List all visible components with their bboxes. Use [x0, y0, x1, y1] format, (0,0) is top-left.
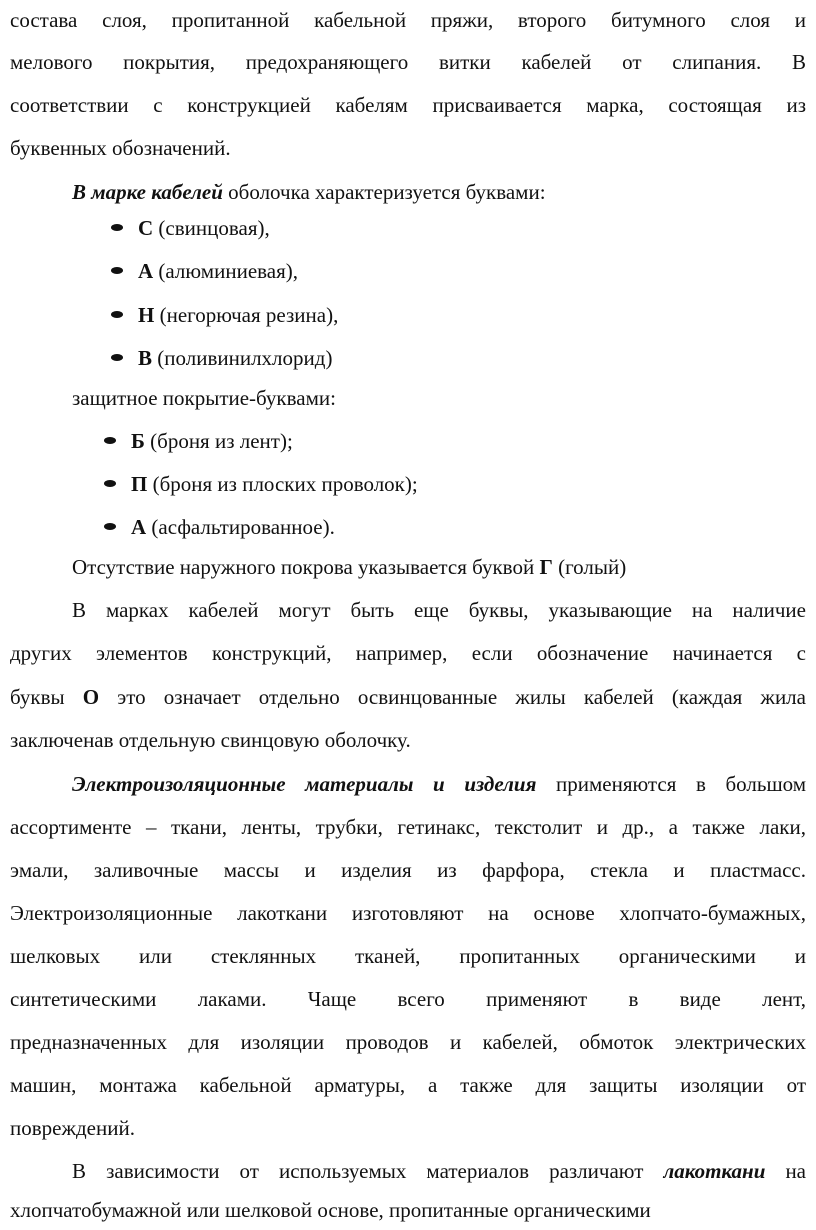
list-item-letter: А	[138, 259, 154, 283]
sheath-heading-rest: оболочка характеризуется буквами:	[222, 180, 546, 204]
text-line: синтетическими лаками. Чаще всего применяют в виде лент,	[10, 987, 806, 1011]
list-item	[131, 421, 293, 461]
text-line: состава слоя, пропитанной кабельной пряжи, второго битумного слоя и	[10, 8, 806, 32]
text-line: мелового покрытия, предохраняющего витки кабелей от слипания. В	[10, 50, 806, 74]
sheath-heading-bold: В марке кабелей	[72, 180, 223, 204]
text-fragment: В зависимости от используемых материалов различают	[72, 1159, 664, 1183]
text-fragment: это означает отдельно освинцованные жилы кабелей (каждая жила	[99, 685, 806, 709]
text-line: заключенав отдельную свинцовую оболочку.	[10, 728, 411, 752]
list-item-desc: (асфальтированное).	[146, 515, 335, 539]
cover-heading: защитное покрытие-буквами:	[72, 386, 336, 410]
list-item-desc: (поливинилхлорид)	[152, 346, 333, 370]
list-item-letter: В	[138, 346, 153, 370]
text-line	[72, 1151, 806, 1191]
bold-letter: О	[82, 685, 100, 709]
term-bold: Электроизоляционные материалы и изделия	[72, 772, 537, 796]
list-item	[131, 507, 335, 547]
text-line: буквенных обозначений.	[10, 136, 231, 160]
bullet-icon	[111, 311, 123, 318]
bullet-icon	[111, 267, 123, 274]
text-line: повреждений.	[10, 1116, 135, 1140]
text-line: предназначенных для изоляции проводов и кабелей, обмоток электрических	[10, 1030, 806, 1054]
list-item-desc: (свинцовая),	[153, 216, 270, 240]
bullet-icon	[111, 354, 123, 361]
absence-text-after: (голый)	[552, 555, 627, 579]
list-item-letter: Н	[138, 303, 155, 327]
absence-line	[72, 547, 806, 587]
text-fragment: применяются в большом	[536, 772, 806, 796]
text-line: машин, монтажа кабельной арматуры, а также для защиты изоляции от	[10, 1073, 806, 1097]
text-line: других элементов конструкций, например, если обозначение начинается с	[10, 641, 806, 665]
list-item	[138, 251, 298, 291]
text-line	[10, 677, 806, 717]
list-item-desc: (алюминиевая),	[153, 259, 298, 283]
text-line: хлопчатобумажной или шелковой основе, пропитанные органическими	[10, 1198, 651, 1222]
list-item-letter: С	[138, 216, 154, 240]
list-item-letter: Б	[131, 429, 145, 453]
list-item-desc: (броня из лент);	[144, 429, 293, 453]
text-line: ассортименте – ткани, ленты, трубки, гетинакс, текстолит и др., а также лаки,	[10, 815, 806, 839]
list-item-desc: (броня из плоских проволок);	[147, 472, 418, 496]
bullet-icon	[104, 523, 116, 530]
text-line: шелковых или стеклянных тканей, пропитанных органическими и	[10, 944, 806, 968]
list-item-letter: А	[131, 515, 147, 539]
text-fragment: буквы	[10, 685, 83, 709]
sheath-heading	[72, 172, 806, 212]
text-fragment: на	[765, 1159, 807, 1183]
term-bold: лакоткани	[663, 1159, 766, 1183]
text-line	[72, 764, 806, 804]
list-item-desc: (негорючая резина),	[154, 303, 339, 327]
text-line: соответствии с конструкцией кабелям присваивается марка, состоящая из	[10, 93, 806, 117]
list-item	[138, 295, 338, 335]
list-item	[138, 338, 332, 378]
bullet-icon	[104, 437, 116, 444]
list-item	[131, 464, 418, 504]
list-item	[138, 208, 270, 248]
bullet-icon	[104, 480, 116, 487]
text-line: эмали, заливочные массы и изделия из фарфора, стекла и пластмасс.	[10, 858, 806, 882]
absence-letter: Г	[539, 555, 553, 579]
bullet-icon	[111, 224, 123, 231]
absence-text: Отсутствие наружного покрова указывается буквой	[72, 555, 540, 579]
text-line: Электроизоляционные лакоткани изготовляют на основе хлопчато-бумажных,	[10, 901, 806, 925]
text-line: В марках кабелей могут быть еще буквы, указывающие на наличие	[72, 598, 806, 622]
list-item-letter: П	[131, 472, 148, 496]
